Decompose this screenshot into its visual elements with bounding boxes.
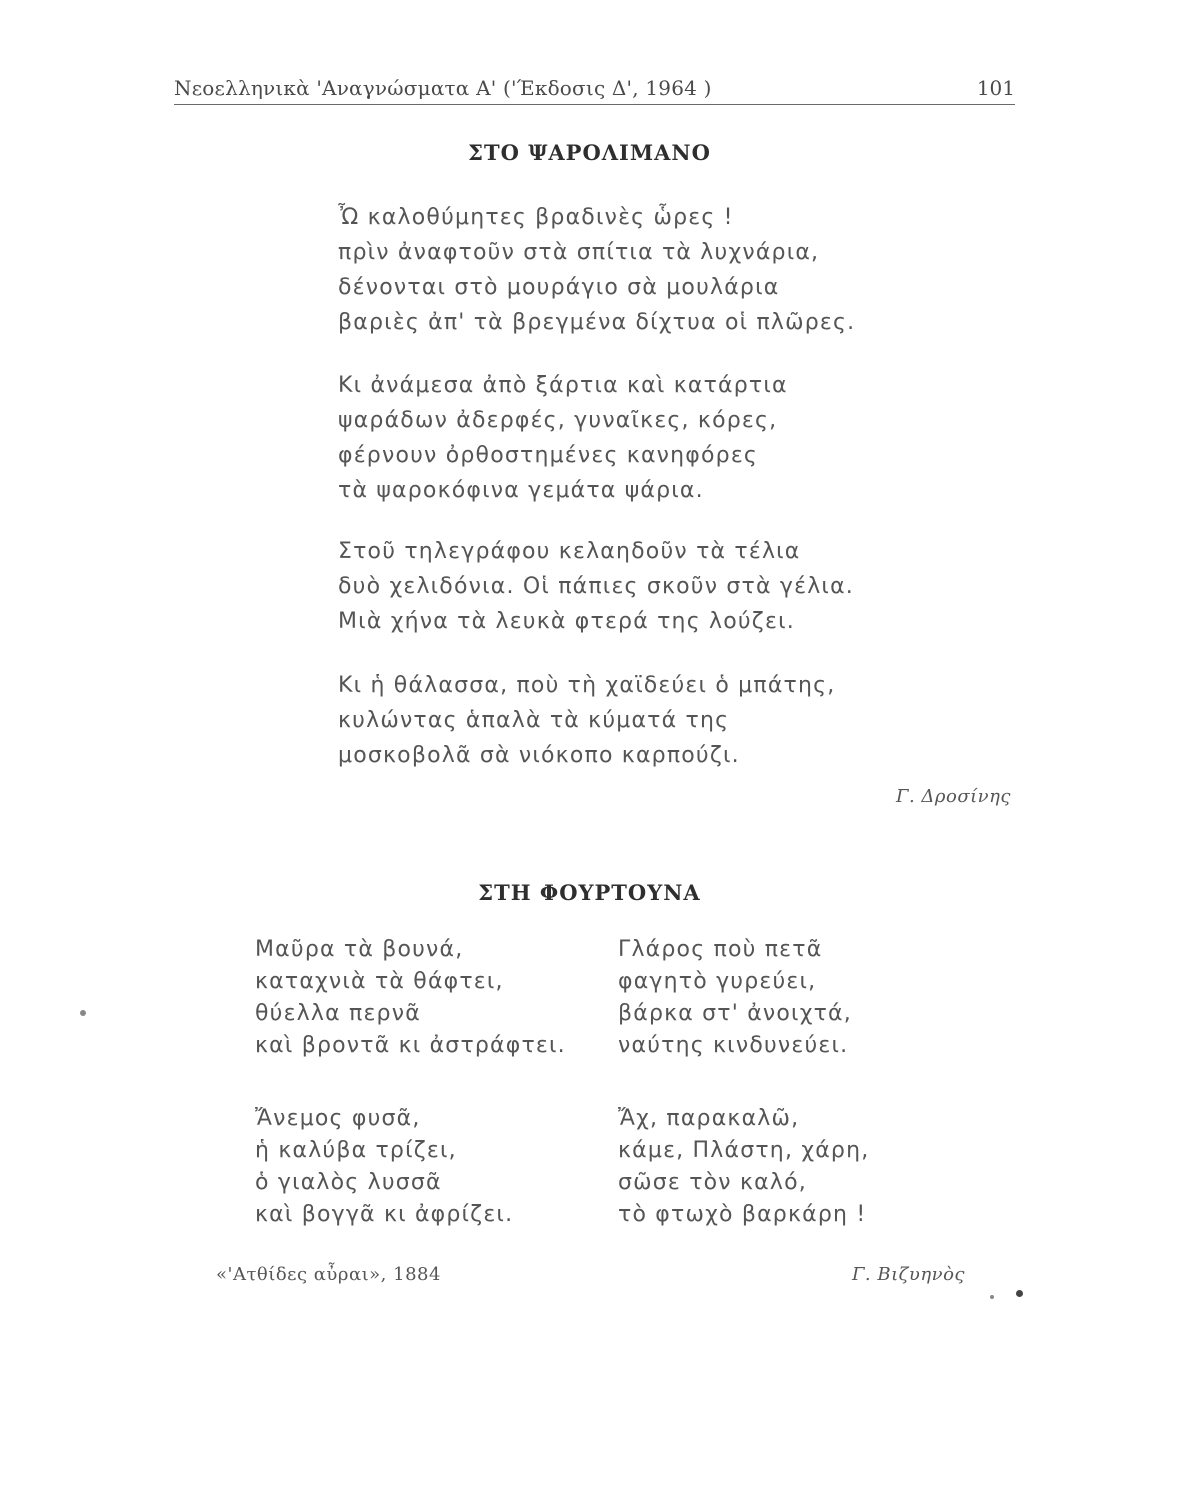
scan-speck [80,1010,86,1016]
verse-line: Στοῦ τηλεγράφου κελαηδοῦν τὰ τέλια [338,539,801,564]
author-signature: Γ. Δροσίνης [895,786,1011,807]
verse-line: σῶσε τὸν καλό, [618,1170,807,1195]
verse-line: κυλώντας ἁπαλὰ τὰ κύματά της [338,708,730,733]
running-title: Νεοελληνικὰ 'Αναγνώσματα Α' ('Έκδοσις Δ', 1964 ) [174,76,712,100]
verse-line: κάμε, Πλάστη, χάρη, [618,1138,870,1163]
verse-line: φέρνουν ὀρθοστημένες κανηφόρες [338,443,759,468]
verse-line: ψαράδων ἀδερφές, γυναῖκες, κόρες, [338,408,778,433]
stanza-right [618,934,852,1062]
stanza [338,534,854,639]
verse-line: βαριὲς ἀπ' τὰ βρεγμένα δίχτυα οἱ πλῶρες. [338,310,856,335]
stanza [338,200,855,340]
stanza-left [255,934,566,1062]
scan-speck [1016,1290,1023,1297]
stanza-right [618,1103,869,1231]
verse-line: καὶ βροντᾶ κι ἀστράφτει. [255,1033,566,1058]
verse-line: βάρκα στ' ἀνοιχτά, [618,1001,852,1026]
verse-line: Μιὰ χήνα τὰ λευκὰ φτερά της λούζει. [338,609,795,634]
poem-title: ΣΤΟ ΨΑΡΟΛΙΜΑΝΟ [468,140,711,165]
verse-line: καὶ βογγᾶ κι ἀφρίζει. [255,1202,514,1227]
verse-line: ναύτης κινδυνεύει. [618,1033,849,1058]
stanza [338,668,835,773]
verse-line: μοσκοβολᾶ σὰ νιόκοπο καρπούζι. [338,743,740,768]
page-header [174,74,1015,105]
verse-line: Ὦ καλοθύμητες βραδινὲς ὧρες ! [338,205,734,230]
verse-line: Κι ἡ θάλασσα, ποὺ τὴ χαϊδεύει ὁ μπάτης, [338,673,836,698]
verse-line: ἡ καλύβα τρίζει, [255,1138,457,1163]
verse-line: Μαῦρα τὰ βουνά, [255,937,464,962]
verse-line: Ἄνεμος φυσᾶ, [255,1106,421,1131]
verse-line: δένονται στὸ μουράγιο σὰ μουλάρια [338,275,780,300]
scan-speck [990,1295,994,1299]
stanza [338,368,788,508]
verse-line: Ἄχ, παρακαλῶ, [618,1106,800,1131]
verse-line: φαγητὸ γυρεύει, [618,969,817,994]
verse-line: καταχνιὰ τὰ θάφτει, [255,969,504,994]
source-citation: «'Ατθίδες αὖραι», 1884 [216,1264,441,1285]
verse-line: δυὸ χελιδόνια. Οἱ πάπιες σκοῦν στὰ γέλια. [338,574,854,599]
verse-line: θύελλα περνᾶ [255,1001,421,1026]
author-signature: Γ. Βιζυηνὸς [851,1264,965,1285]
verse-line: ὁ γιαλὸς λυσσᾶ [255,1170,442,1195]
verse-line: Γλάρος ποὺ πετᾶ [618,937,823,962]
verse-line: τὸ φτωχὸ βαρκάρη ! [618,1202,867,1227]
stanza-left [255,1103,513,1231]
verse-line: τὰ ψαροκόφινα γεμάτα ψάρια. [338,478,704,503]
page-number: 101 [976,76,1015,100]
poem-title: ΣΤΗ ΦΟΥΡΤΟΥΝΑ [478,880,701,905]
verse-line: Κι ἀνάμεσα ἀπὸ ξάρτια καὶ κατάρτια [338,373,788,398]
verse-line: πρὶν ἀναφτοῦν στὰ σπίτια τὰ λυχνάρια, [338,240,820,265]
